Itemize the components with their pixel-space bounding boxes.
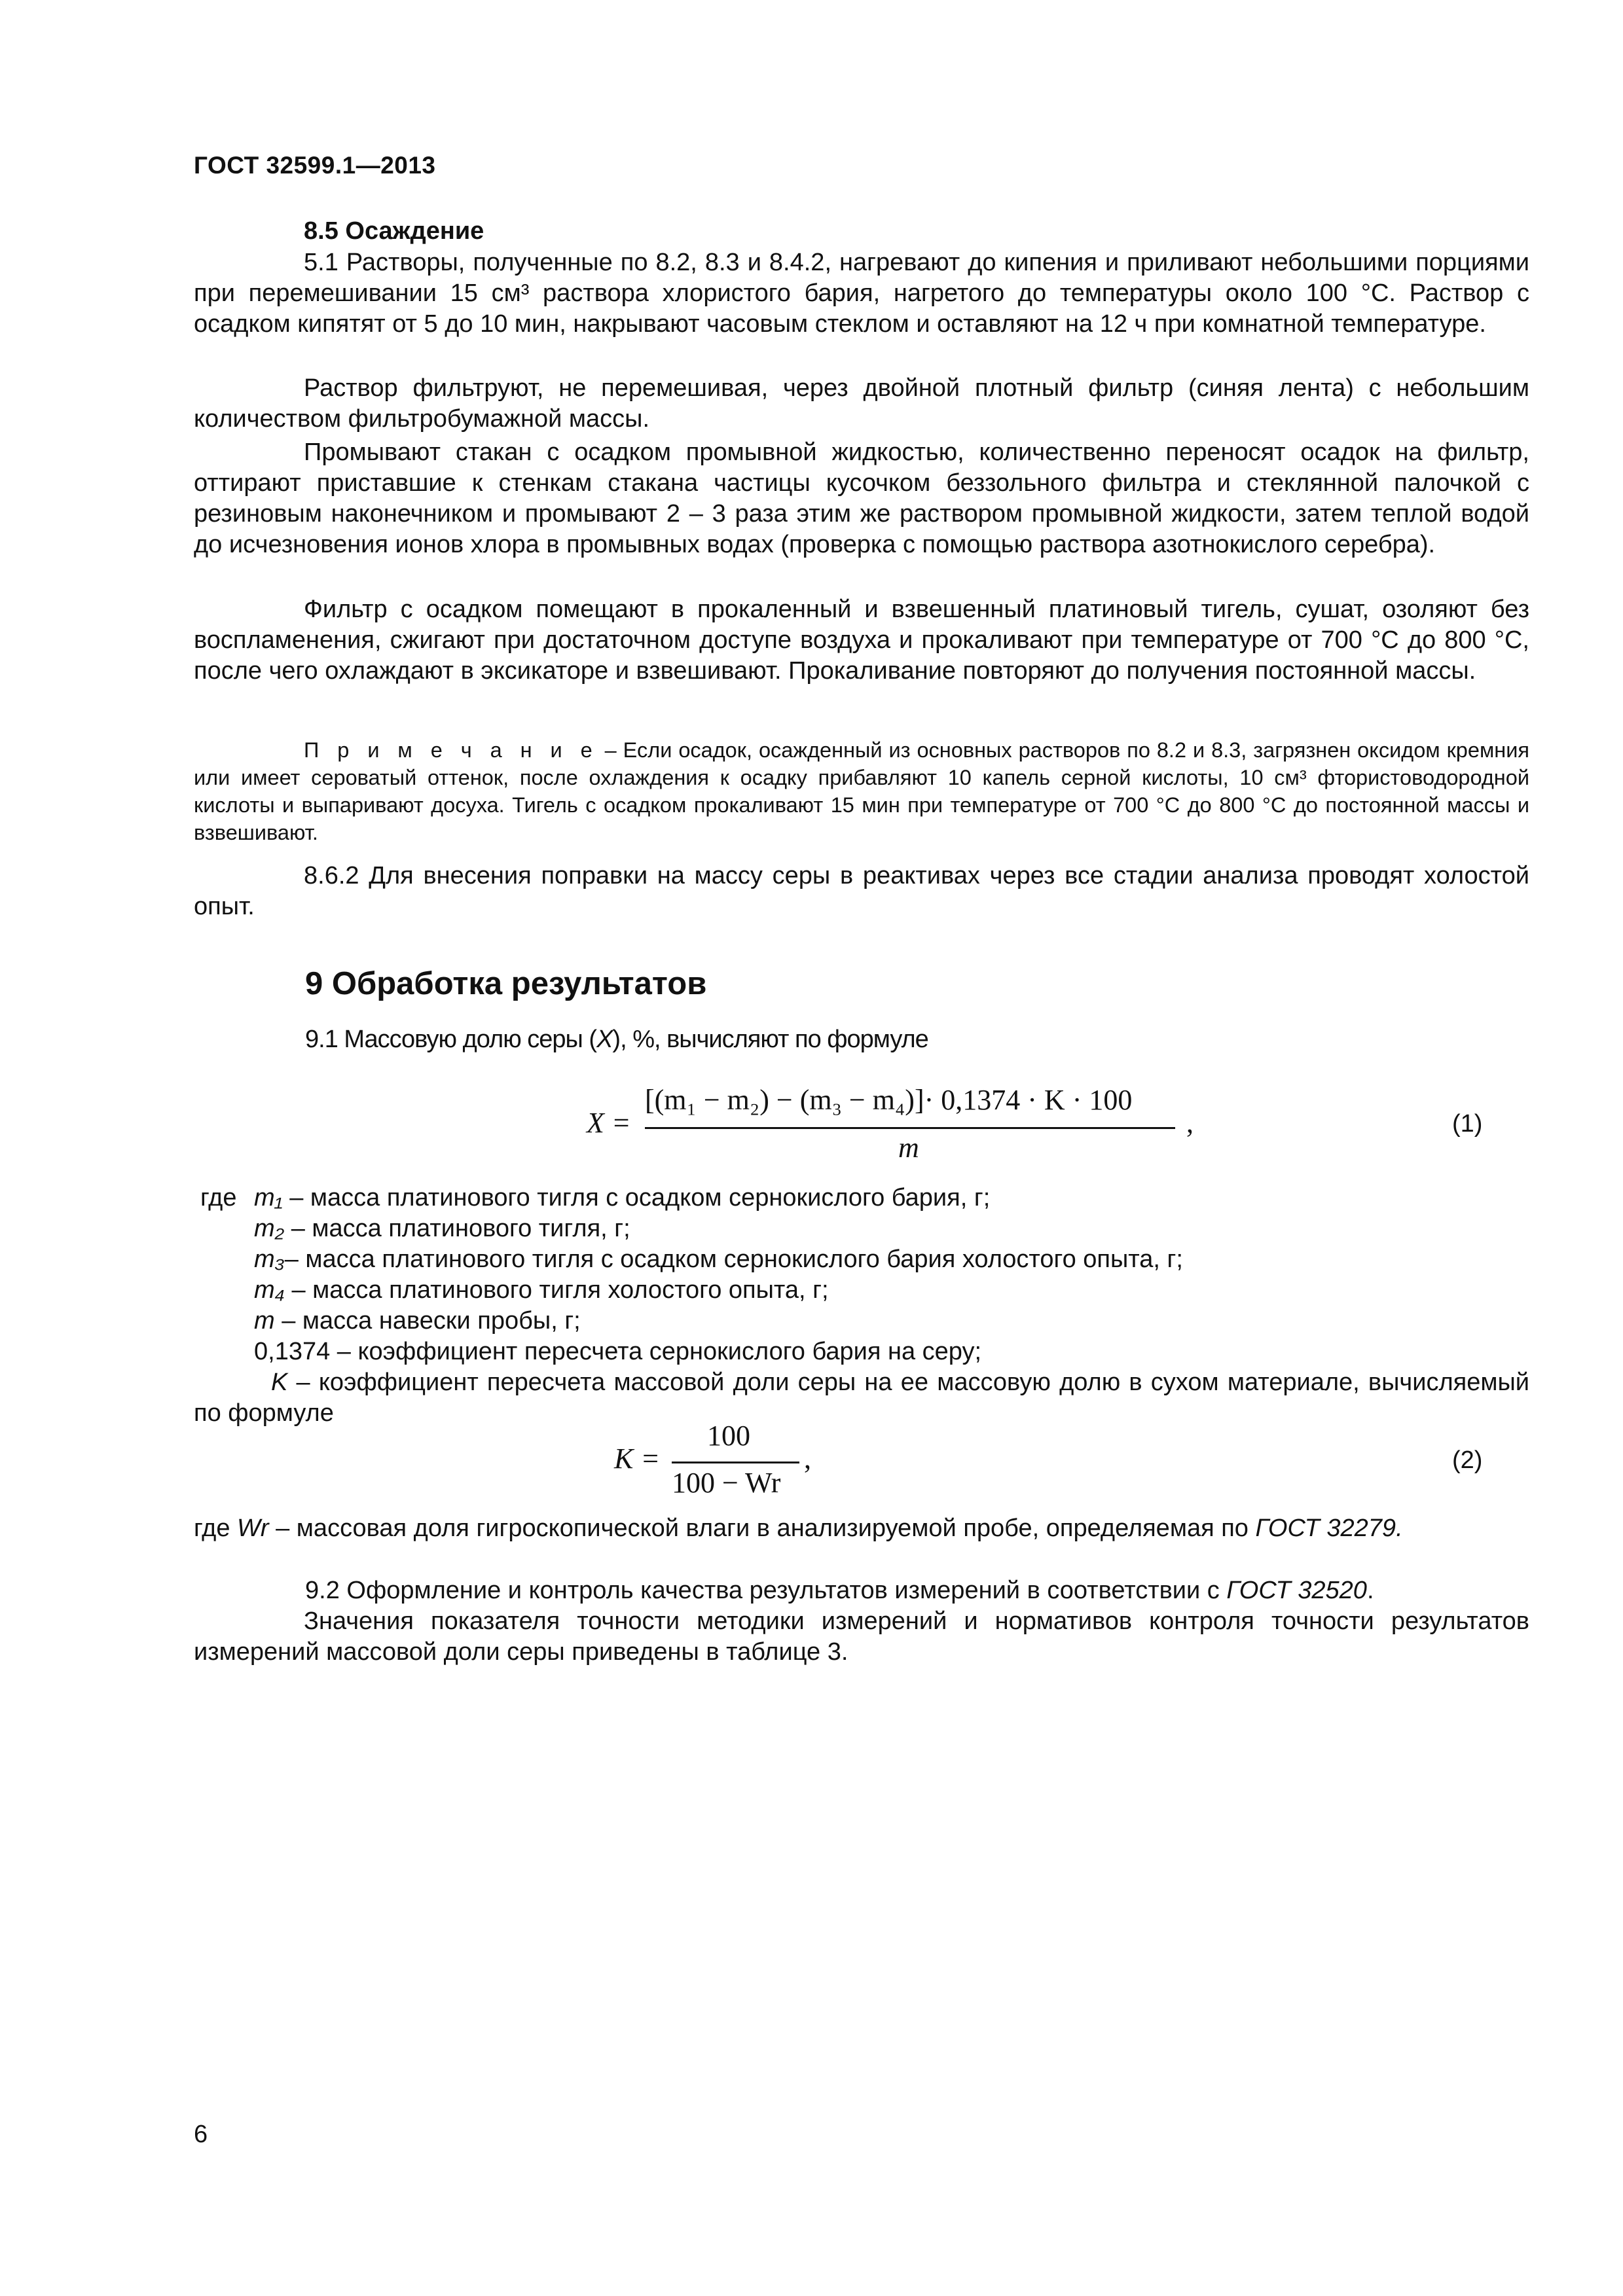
- section-8-5-title: 8.5 Осаждение: [304, 217, 484, 245]
- page-number: 6: [194, 2121, 208, 2148]
- formula-2-denominator: 100 − Wr: [672, 1467, 781, 1499]
- formula-1-lhs: X =: [587, 1107, 631, 1139]
- formula-2-lhs: K =: [614, 1443, 661, 1475]
- formula-2-number: (2): [1452, 1446, 1483, 1474]
- definition-text: – масса платинового тигля холостого опыта, г;: [284, 1276, 829, 1304]
- formula-1-numerator: [(m₁ − m₂) − (m₃ − m₄)]· 0,1374 · K · 100: [645, 1084, 1133, 1116]
- p9-1-variable: X: [596, 1026, 613, 1053]
- definition-text: – масса навески пробы, г;: [274, 1307, 581, 1335]
- paragraph-9-1: [305, 1024, 928, 1055]
- symbol-m2: m₂: [254, 1215, 285, 1242]
- definition-m3: [254, 1244, 1183, 1275]
- note-label: П р и м е ч а н и е: [304, 738, 598, 762]
- definition-text: – масса платинового тигля, г;: [284, 1215, 630, 1242]
- paragraph-8-6-2: 8.6.2 Для внесения поправки на массу серы в реактивах через все стадии анализа проводят холостой опыт.: [194, 862, 1529, 920]
- symbol-m1: m₁: [254, 1184, 283, 1211]
- p9-2-period: .: [1366, 1577, 1374, 1604]
- definition-coefficient: [254, 1336, 981, 1367]
- definition-text: – масса платинового тигля с осадком сернокислого бария холостого опыта, г;: [284, 1246, 1183, 1273]
- formula-2-numerator: 100: [707, 1420, 750, 1452]
- definition-text: 0,1374 – коэффициент пересчета сернокислого бария на серу;: [254, 1338, 982, 1365]
- definition-m1: [254, 1183, 990, 1213]
- definition-text: – масса платинового тигля с осадком сернокислого бария, г;: [282, 1184, 991, 1211]
- reference-gost-32520: ГОСТ 32520: [1226, 1577, 1367, 1604]
- reference-gost-32279: ГОСТ 32279.: [1255, 1515, 1403, 1542]
- p9-1-text-a: 9.1 Массовую долю серы (: [305, 1026, 597, 1053]
- symbol-k: K: [271, 1369, 288, 1396]
- section-9-title: 9 Обработка результатов: [305, 966, 707, 1001]
- definition-m: [254, 1306, 581, 1336]
- formula-1-number: (1): [1452, 1110, 1483, 1138]
- document-header: ГОСТ 32599.1—2013: [194, 152, 436, 179]
- where-label-1: где: [200, 1184, 237, 1211]
- paragraph-5-1: 5.1 Растворы, полученные по 8.2, 8.3 и 8.4.2, нагревают до кипения и приливают небольшими порциями при перемешивании 15 см³ раствора хлористого бария, нагретого до температуры около 100 °С. Раствор с осадком кипятят от 5 до 10 мин, накрывают часовым стеклом и оставляют на 12 ч при комнатной температуре.: [194, 249, 1529, 338]
- note-text: – Если осадок, осажденный из основных растворов по 8.2 и 8.3, загрязнен оксидом кремния или имеет сероватый оттенок, после охлаждения к осадку прибавляют 10 капель серной кислоты, 10 см³ фтористоводородной кислоты и выпаривают досуха. Тигель с осадком прокаливают 15 мин при температуре от 700 °С до 800 °С до постоянной массы и взвешивают.: [194, 738, 1529, 844]
- definition-k-text: – коэффициент пересчета массовой доли серы на ее массовую долю в сухом материале, вычисляемый по формуле: [194, 1369, 1529, 1427]
- symbol-m: m: [254, 1307, 275, 1335]
- note-block: [194, 736, 1529, 846]
- formula-2-comma: ,: [804, 1443, 811, 1475]
- definition-k: [194, 1367, 1529, 1429]
- paragraph-accuracy: Значения показателя точности методики измерений и нормативов контроля точности результатов измерений массовой доли серы приведены в таблице 3.: [194, 1607, 1529, 1666]
- p9-2-text: 9.2 Оформление и контроль качества результатов измерений в соответствии с: [305, 1577, 1227, 1604]
- paragraph-washing: Промывают стакан с осадком промывной жидкостью, количественно переносят осадок на фильтр, оттирают приставшие к стенкам стакана частицы кусочком беззольного фильтра и стеклянной палочкой с резиновым наконечником и промывают 2 – 3 раза этим же раствором промывной жидкости, затем теплой водой до исчезновения ионов хлора в промывных водах (проверка с помощью раствора азотнокислого серебра).: [194, 439, 1529, 558]
- definition-m4: [254, 1275, 829, 1306]
- definition-m2: [254, 1213, 630, 1244]
- where-label-2: где: [194, 1515, 230, 1542]
- formula-2-fraction-bar: [672, 1462, 799, 1463]
- symbol-m3: m₃: [254, 1246, 285, 1273]
- formula-1-denominator: m: [898, 1132, 919, 1164]
- paragraph-9-2: [305, 1575, 1374, 1606]
- symbol-m4: m₄: [254, 1276, 285, 1304]
- formula-1-comma: ,: [1186, 1107, 1194, 1139]
- paragraph-calcination: Фильтр с осадком помещают в прокаленный и взвешенный платиновый тигель, сушат, озоляют без воспламенения, сжигают при достаточном доступе воздуха и прокаливают при температуре от 700 °С до 800 °С, после чего охлаждают в эксикаторе и взвешивают. Прокаливание повторяют до получения постоянной массы.: [194, 596, 1529, 685]
- paragraph-filtration: Раствор фильтруют, не перемешивая, через двойной плотный фильтр (синяя лента) с небольшим количеством фильтробумажной массы.: [194, 374, 1529, 433]
- definition-wr-text: – массовая доля гигроскопической влаги в анализируемой пробе, определяемая по: [268, 1515, 1256, 1542]
- p9-1-text-b: ), %, вычисляют по формуле: [612, 1026, 928, 1053]
- formula-1-fraction-bar: [645, 1127, 1175, 1129]
- symbol-wr: Wr: [237, 1515, 269, 1542]
- definition-wr: [194, 1513, 1529, 1544]
